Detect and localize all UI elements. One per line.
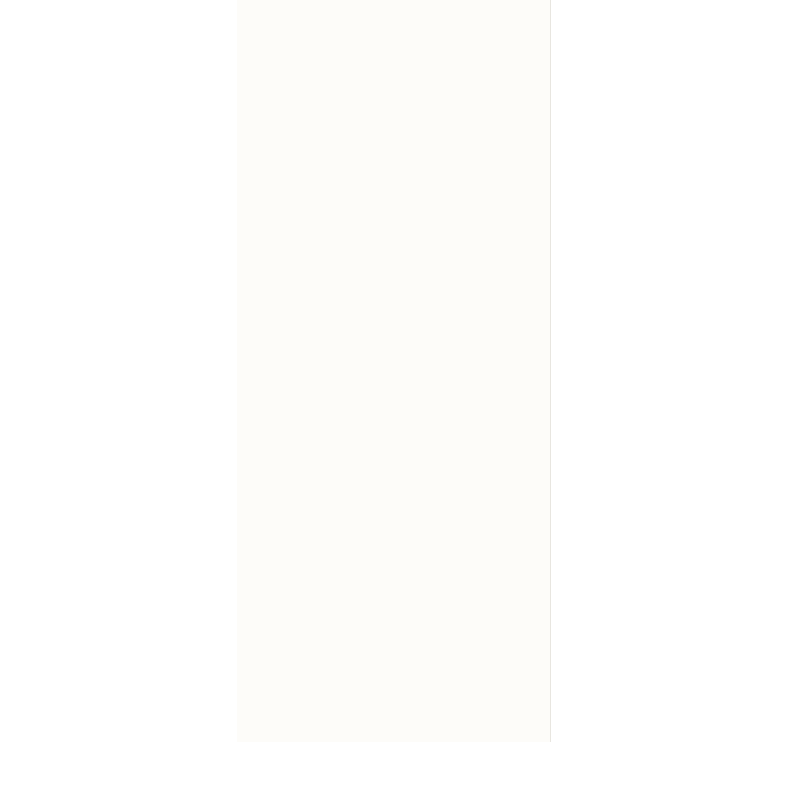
leaflet-page xyxy=(237,0,551,742)
legend xyxy=(308,10,548,20)
